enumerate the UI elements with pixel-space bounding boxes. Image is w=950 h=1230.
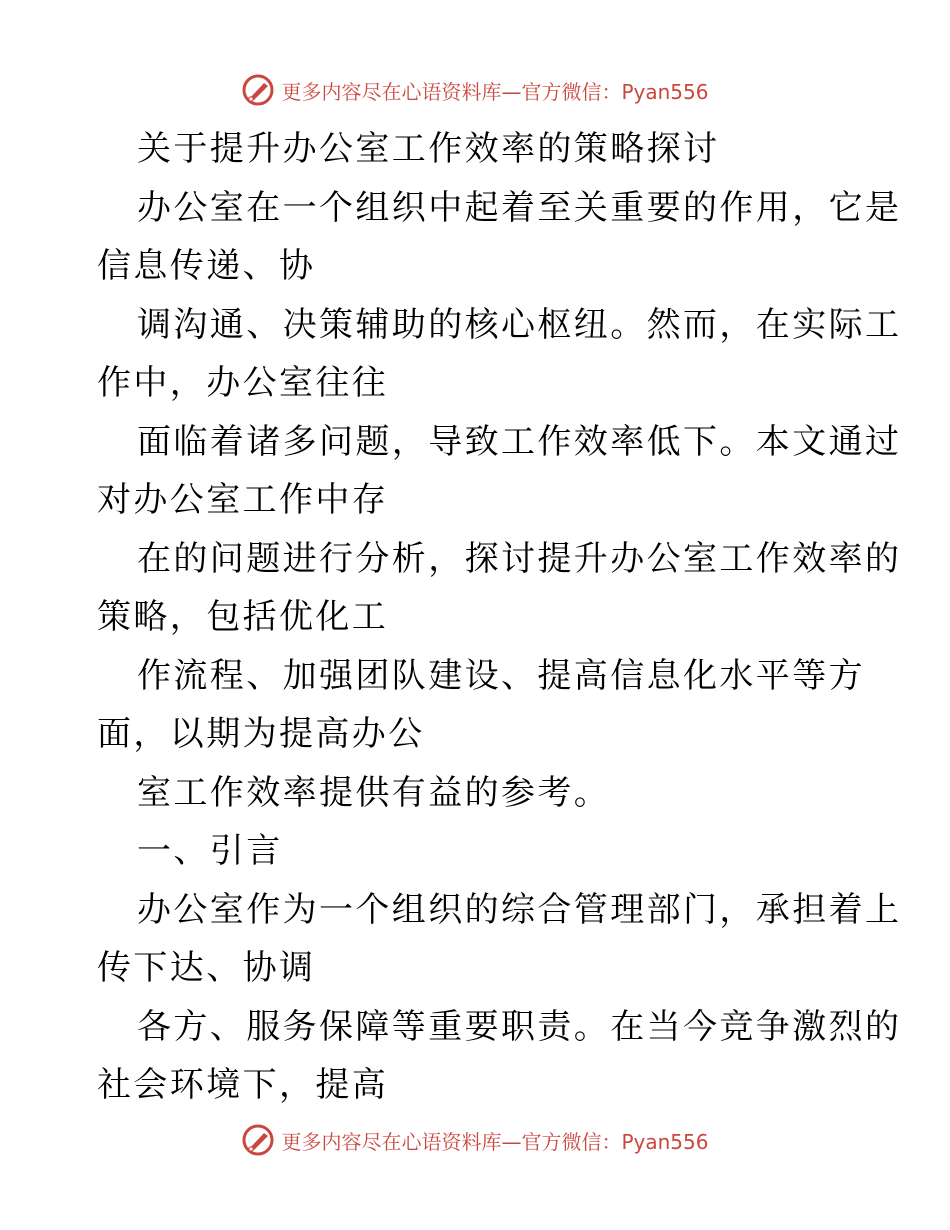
text-line: 办公室在一个组织中起着至关重要的作用，它是 <box>137 187 902 228</box>
footer-banner-text: 更多内容尽在心语资料库—官方微信：Pyan556 <box>281 1129 709 1154</box>
text-line: 面临着诸多问题，导致工作效率低下。本文通过 <box>137 421 902 462</box>
red-circle-pen-logo-icon <box>241 1123 275 1157</box>
text-line: 在的问题进行分析，探讨提升办公室工作效率的 <box>137 538 902 579</box>
text-line: 作中，办公室往往 <box>97 363 389 403</box>
red-circle-pen-logo-icon <box>241 73 275 107</box>
document-body <box>97 120 902 1115</box>
document-title: 关于提升办公室工作效率的策略探讨 <box>137 129 720 169</box>
text-line: 调沟通、决策辅助的核心枢纽。然而，在实际工 <box>137 304 902 345</box>
section-heading: 一、引言 <box>137 831 283 871</box>
text-line: 信息传递、协 <box>97 246 316 286</box>
header-watermark-banner <box>0 70 950 110</box>
text-line: 室工作效率提供有益的参考。 <box>137 772 611 813</box>
text-line: 面，以期为提高办公 <box>97 714 425 754</box>
text-line: 办公室作为一个组织的综合管理部门，承担着上 <box>137 889 902 930</box>
footer-watermark-banner <box>0 1120 950 1160</box>
text-line: 作流程、加强团队建设、提高信息化水平等方 <box>137 655 865 696</box>
text-line: 传下达、协调 <box>97 948 316 988</box>
text-line: 各方、服务保障等重要职责。在当今竞争激烈的 <box>137 1006 902 1047</box>
text-line: 策略，包括优化工 <box>97 597 389 637</box>
text-line: 对办公室工作中存 <box>97 480 389 520</box>
text-line: 社会环境下，提高 <box>97 1065 389 1105</box>
header-banner-text: 更多内容尽在心语资料库—官方微信：Pyan556 <box>281 79 709 104</box>
